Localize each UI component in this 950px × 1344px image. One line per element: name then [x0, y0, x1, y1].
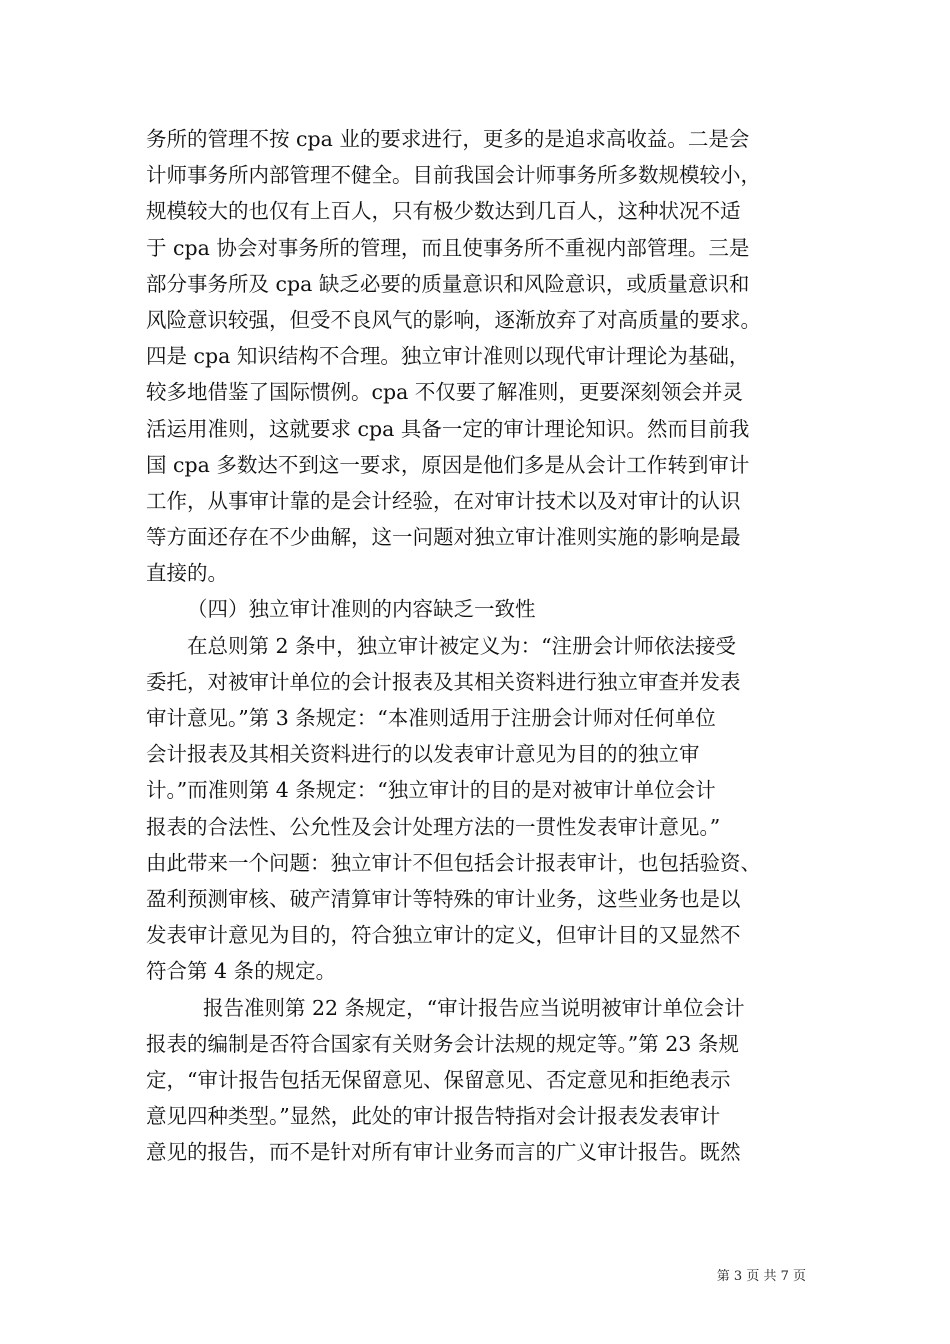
text-line: 计师事务所内部管理不健全。目前我国会计师事务所多数规模较小， [146, 163, 761, 188]
text-line: 意见四种类型。”显然，此处的审计报告特指对会计报表发表审计 [146, 1104, 721, 1129]
text-line: 报表的合法性、公允性及会计处理方法的一贯性发表审计意见。” [146, 814, 721, 839]
text-line: 由此带来一个问题：独立审计不但包括会计报表审计，也包括验资、 [146, 850, 761, 875]
text-line: 等方面还存在不少曲解，这一问题对独立审计准则实施的影响是最 [146, 525, 741, 550]
text-line: 部分事务所及 cpa 缺乏必要的质量意识和风险意识，或质量意识和 [146, 271, 750, 296]
text-line: 会计报表及其相关资料进行的以发表审计意见为目的的独立审 [146, 742, 700, 767]
text-line: 符合第 4 条的规定。 [146, 959, 337, 984]
text-line: 在总则第 2 条中，独立审计被定义为：“注册会计师依法接受 [187, 633, 737, 658]
text-line: 于 cpa 协会对事务所的管理，而且使事务所不重视内部管理。三是 [146, 235, 750, 260]
text-line: 规模较大的也仅有上百人，只有极少数达到几百人，这种状况不适 [146, 199, 741, 224]
text-line: 计。”而准则第 4 条规定：“独立审计的目的是对被审计单位会计 [146, 778, 716, 803]
section-heading: （四）独立审计准则的内容缺乏一致性 [187, 597, 536, 622]
text-line: 四是 cpa 知识结构不合理。独立审计准则以现代审计理论为基础， [146, 344, 750, 369]
text-line: 较多地借鉴了国际惯例。cpa 不仅要了解准则，更要深刻领会并灵 [146, 380, 743, 405]
text-line: 委托，对被审计单位的会计报表及其相关资料进行独立审查并发表 [146, 669, 741, 694]
text-line: 活运用准则，这就要求 cpa 具备一定的审计理论知识。然而目前我 [146, 416, 750, 441]
body-text [146, 121, 806, 1170]
text-line: 风险意识较强，但受不良风气的影响，逐渐放弃了对高质量的要求。 [146, 307, 761, 332]
page-number: 第 3 页 共 7 页 [716, 1269, 806, 1284]
text-line: 直接的。 [146, 561, 228, 586]
text-line: 报表的编制是否符合国家有关财务会计法规的规定等。”第 23 条规 [146, 1031, 739, 1056]
text-line: 务所的管理不按 cpa 业的要求进行，更多的是追求高收益。二是会 [146, 127, 750, 151]
text-line: 工作，从事审计靠的是会计经验，在对审计技术以及对审计的认识 [146, 488, 741, 513]
text-line: 发表审计意见为目的，符合独立审计的定义，但审计目的又显然不 [146, 923, 741, 948]
text-line: 意见的报告，而不是针对所有审计业务而言的广义审计报告。既然 [146, 1140, 741, 1165]
text-line: 盈利预测审核、破产清算审计等特殊的审计业务，这些业务也是以 [146, 886, 741, 911]
text-line: 报告准则第 22 条规定，“审计报告应当说明被审计单位会计 [203, 995, 745, 1020]
text-line: 定，“审计报告包括无保留意见、保留意见、否定意见和拒绝表示 [146, 1067, 731, 1092]
text-line: 国 cpa 多数达不到这一要求，原因是他们多是从会计工作转到审计 [146, 452, 750, 477]
text-line: 审计意见。”第 3 条规定：“本准则适用于注册会计师对任何单位 [146, 706, 716, 730]
